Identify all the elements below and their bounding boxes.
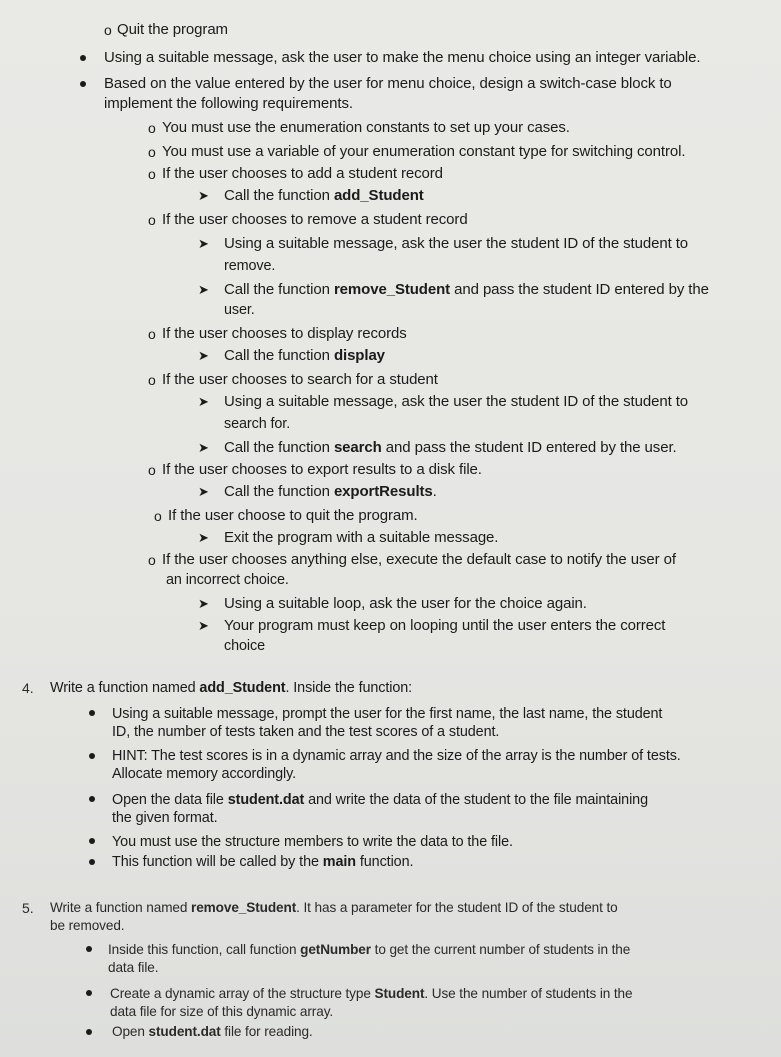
req-display-call: Call the function display	[224, 347, 385, 364]
bullet-dot	[89, 753, 95, 759]
arrow-bullet-icon: ➤	[198, 282, 209, 297]
circle-bullet: o	[148, 144, 156, 160]
bullet-dot	[89, 796, 95, 802]
s4-structure-members: You must use the structure members to write the data to the file.	[112, 834, 513, 850]
bullet-dot	[80, 81, 86, 87]
req-remove-record: If the user chooses to remove a student record	[162, 211, 468, 228]
s5-open-file: Open student.dat file for reading.	[112, 1024, 313, 1039]
req-search-ask-cont: search for.	[224, 416, 291, 432]
switch-case-text: Based on the value entered by the user for menu choice, design a switch-case block to	[104, 75, 672, 92]
req-default-keep-looping: Your program must keep on looping until the user enters the correct	[224, 617, 666, 634]
bullet-dot	[89, 838, 95, 844]
req-remove-call: Call the function remove_Student and pass the student ID entered by the	[224, 281, 709, 298]
s4-hint: HINT: The test scores is in a dynamic array and the size of the array is the number of tests.	[112, 748, 681, 764]
req-default-loop: Using a suitable loop, ask the user for the choice again.	[224, 595, 587, 612]
req-enum-variable: You must use a variable of your enumeration constant type for switching control.	[162, 143, 686, 160]
arrow-bullet-icon: ➤	[198, 236, 209, 251]
req-display-records: If the user chooses to display records	[162, 325, 407, 342]
menu-choice-text: Using a suitable message, ask the user to make the menu choice using an integer variable.	[104, 49, 701, 66]
section-5-heading: Write a function named remove_Student. It has a parameter for the student ID of the student to	[50, 900, 618, 915]
arrow-bullet-icon: ➤	[198, 484, 209, 499]
section-4-heading: Write a function named add_Student. Inside the function:	[50, 680, 413, 696]
arrow-bullet-icon: ➤	[198, 440, 209, 455]
arrow-bullet-icon: ➤	[198, 188, 209, 203]
req-default-keep-looping-cont: choice	[224, 638, 265, 654]
circle-bullet: o	[148, 166, 156, 182]
circle-bullet: o	[148, 326, 156, 342]
circle-bullet: o	[148, 372, 156, 388]
arrow-bullet-icon: ➤	[198, 394, 209, 409]
s4-open-file: Open the data file student.dat and write the data of the student to the file maintaining	[112, 792, 648, 808]
bullet-dot	[86, 946, 92, 952]
req-quit-program: If the user choose to quit the program.	[168, 507, 418, 524]
s5-get-number: Inside this function, call function getNumber to get the current number of students in the	[108, 942, 631, 957]
req-remove-ask-cont: remove.	[224, 258, 276, 274]
req-default-case-cont: an incorrect choice.	[166, 572, 289, 588]
req-export-call: Call the function exportResults.	[224, 483, 437, 500]
req-quit-exit: Exit the program with a suitable message.	[224, 529, 499, 546]
section-5-heading-cont: be removed.	[50, 918, 125, 933]
arrow-bullet-icon: ➤	[198, 530, 209, 545]
s5-dynamic-array: Create a dynamic array of the structure type Student. Use the number of students in the	[110, 986, 633, 1001]
s4-prompt-user: Using a suitable message, prompt the user for the first name, the last name, the student	[112, 706, 663, 722]
bullet-dot	[86, 1029, 92, 1035]
arrow-bullet-icon: ➤	[198, 596, 209, 611]
bullet-dot	[89, 710, 95, 716]
circle-bullet: o	[154, 508, 162, 524]
req-search-student: If the user chooses to search for a student	[162, 371, 438, 388]
bullet-dot	[86, 990, 92, 996]
req-add-call: Call the function add_Student	[224, 187, 424, 204]
s4-hint-cont: Allocate memory accordingly.	[112, 766, 297, 782]
section-4-number: 4.	[22, 680, 34, 696]
req-search-call: Call the function search and pass the student ID entered by the user.	[224, 439, 677, 456]
circle-bullet: o	[148, 552, 156, 568]
section-5-number: 5.	[22, 900, 34, 916]
bullet-dot	[80, 55, 86, 61]
bullet-dot	[89, 859, 95, 865]
s5-dynamic-array-cont: data file for size of this dynamic array.	[110, 1004, 334, 1019]
arrow-bullet-icon: ➤	[198, 618, 209, 633]
req-remove-call-cont: user.	[224, 302, 255, 318]
circle-bullet: o	[148, 462, 156, 478]
s5-get-number-cont: data file.	[108, 960, 159, 975]
req-remove-ask: Using a suitable message, ask the user the student ID of the student to	[224, 235, 689, 252]
req-search-ask: Using a suitable message, ask the user the student ID of the student to	[224, 393, 689, 410]
req-add-record: If the user chooses to add a student record	[162, 165, 443, 182]
s4-open-file-cont: the given format.	[112, 810, 218, 826]
circle-bullet: o	[104, 22, 112, 38]
arrow-bullet-icon: ➤	[198, 348, 209, 363]
s4-called-by-main: This function will be called by the main function.	[112, 854, 414, 870]
req-export-results: If the user chooses to export results to a disk file.	[162, 461, 482, 478]
switch-case-text-cont: implement the following requirements.	[104, 95, 353, 112]
req-enum-cases: You must use the enumeration constants to set up your cases.	[162, 119, 570, 136]
req-default-case: If the user chooses anything else, execute the default case to notify the user of	[162, 551, 676, 568]
quit-item: Quit the program	[117, 21, 228, 38]
circle-bullet: o	[148, 212, 156, 228]
s4-prompt-user-cont: ID, the number of tests taken and the test scores of a student.	[112, 724, 500, 740]
circle-bullet: o	[148, 120, 156, 136]
